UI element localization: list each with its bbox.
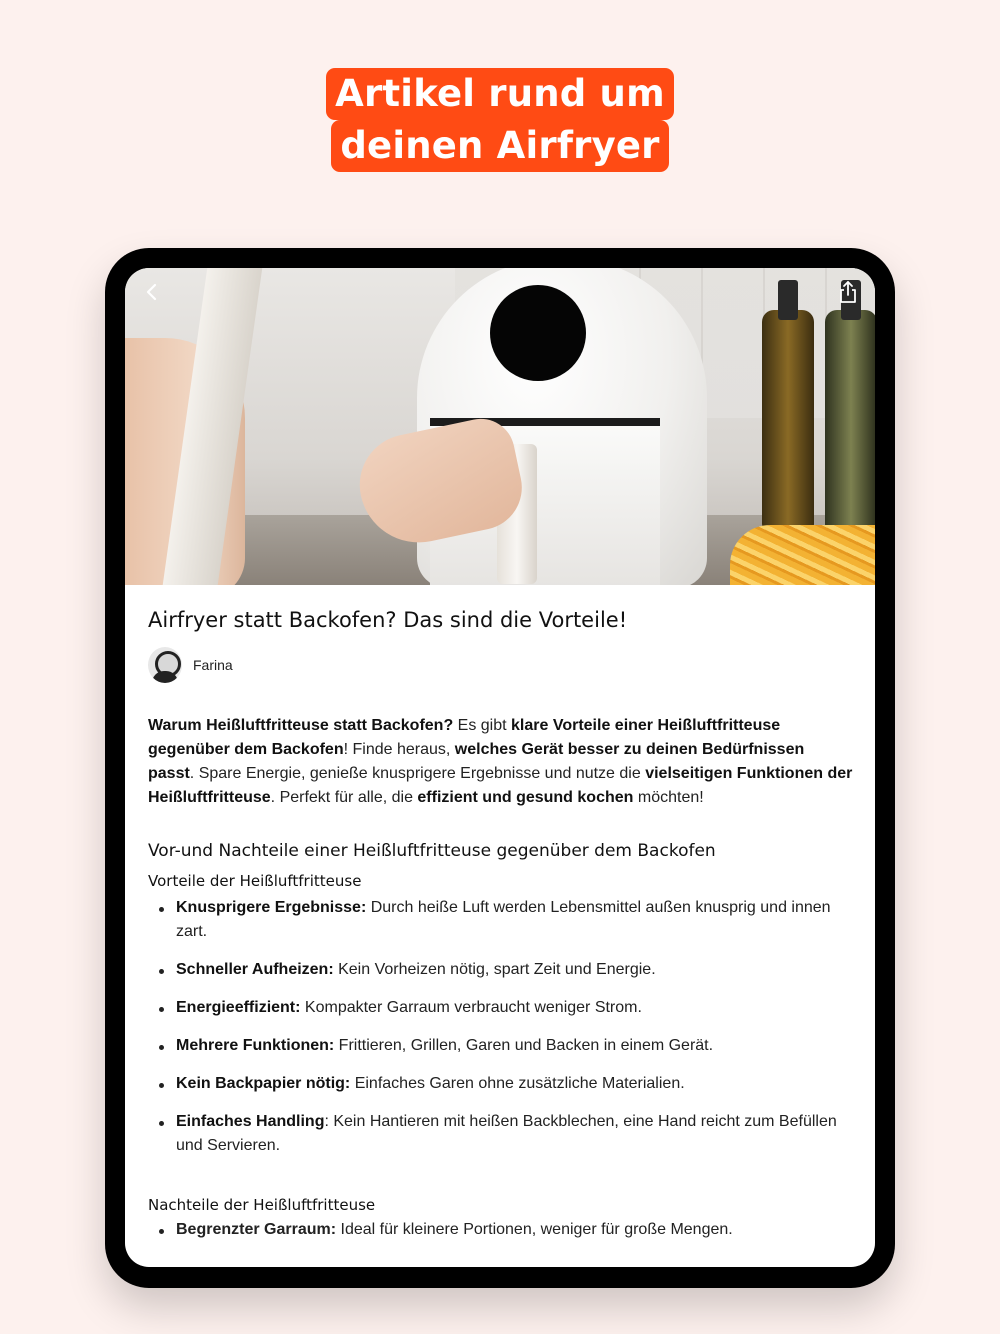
app-screen xyxy=(125,268,875,1267)
author-name: Farina xyxy=(193,657,233,673)
section-heading: Vor-und Nachteile einer Heißluftfritteuse gegenüber dem Backofen xyxy=(148,841,716,861)
back-button[interactable] xyxy=(140,280,164,304)
article-title: Airfryer statt Backofen? Das sind die Vorteile! xyxy=(148,608,628,632)
promo-headline xyxy=(0,68,1000,172)
list-item: Mehrere Funktionen: Frittieren, Grillen, Garen und Backen in einem Gerät. xyxy=(148,1034,853,1058)
author-avatar xyxy=(148,647,182,683)
headline-line-1: Artikel rund um xyxy=(326,68,674,120)
list-item: Kein Backpapier nötig: Einfaches Garen ohne zusätzliche Materialien. xyxy=(148,1072,853,1096)
pros-heading: Vorteile der Heißluftfritteuse xyxy=(148,872,362,890)
chevron-left-icon xyxy=(145,282,159,302)
article-hero-image xyxy=(125,268,875,585)
author-row[interactable] xyxy=(148,645,853,685)
list-item: Schneller Aufheizen: Kein Vorheizen nötig, spart Zeit und Energie. xyxy=(148,958,853,982)
share-button[interactable] xyxy=(836,280,860,304)
list-item: Begrenzter Garraum: Ideal für kleinere Portionen, weniger für große Mengen. xyxy=(148,1218,853,1242)
list-item: Einfaches Handling: Kein Hantieren mit heißen Backblechen, eine Hand reicht zum Befüllen und Servieren. xyxy=(148,1110,853,1158)
list-item: Energieeffizient: Kompakter Garraum verbraucht weniger Strom. xyxy=(148,996,853,1020)
pros-list xyxy=(148,896,853,1158)
headline-line-2: deinen Airfryer xyxy=(331,120,668,172)
list-item: Knusprigere Ergebnisse: Durch heiße Luft werden Lebensmittel außen knusprig und innen zart. xyxy=(148,896,853,944)
article-content xyxy=(148,585,853,1242)
cons-heading: Nachteile der Heißluftfritteuse xyxy=(148,1196,376,1214)
share-icon xyxy=(838,280,858,304)
tablet-frame xyxy=(105,248,895,1288)
article-intro: Warum Heißluftfritteuse statt Backofen? Es gibt klare Vorteile einer Heißluftfritteuse gegenüber dem Backofen! Finde heraus, welches Gerät besser zu deinen Bedürfnissen passt. Spare Energie, genieße knusprigere Ergebnisse und nutze die vielseitigen Funktionen der Heißluftfritteuse. Perfekt für alle, die effizient und gesund kochen möchten! xyxy=(148,717,853,806)
